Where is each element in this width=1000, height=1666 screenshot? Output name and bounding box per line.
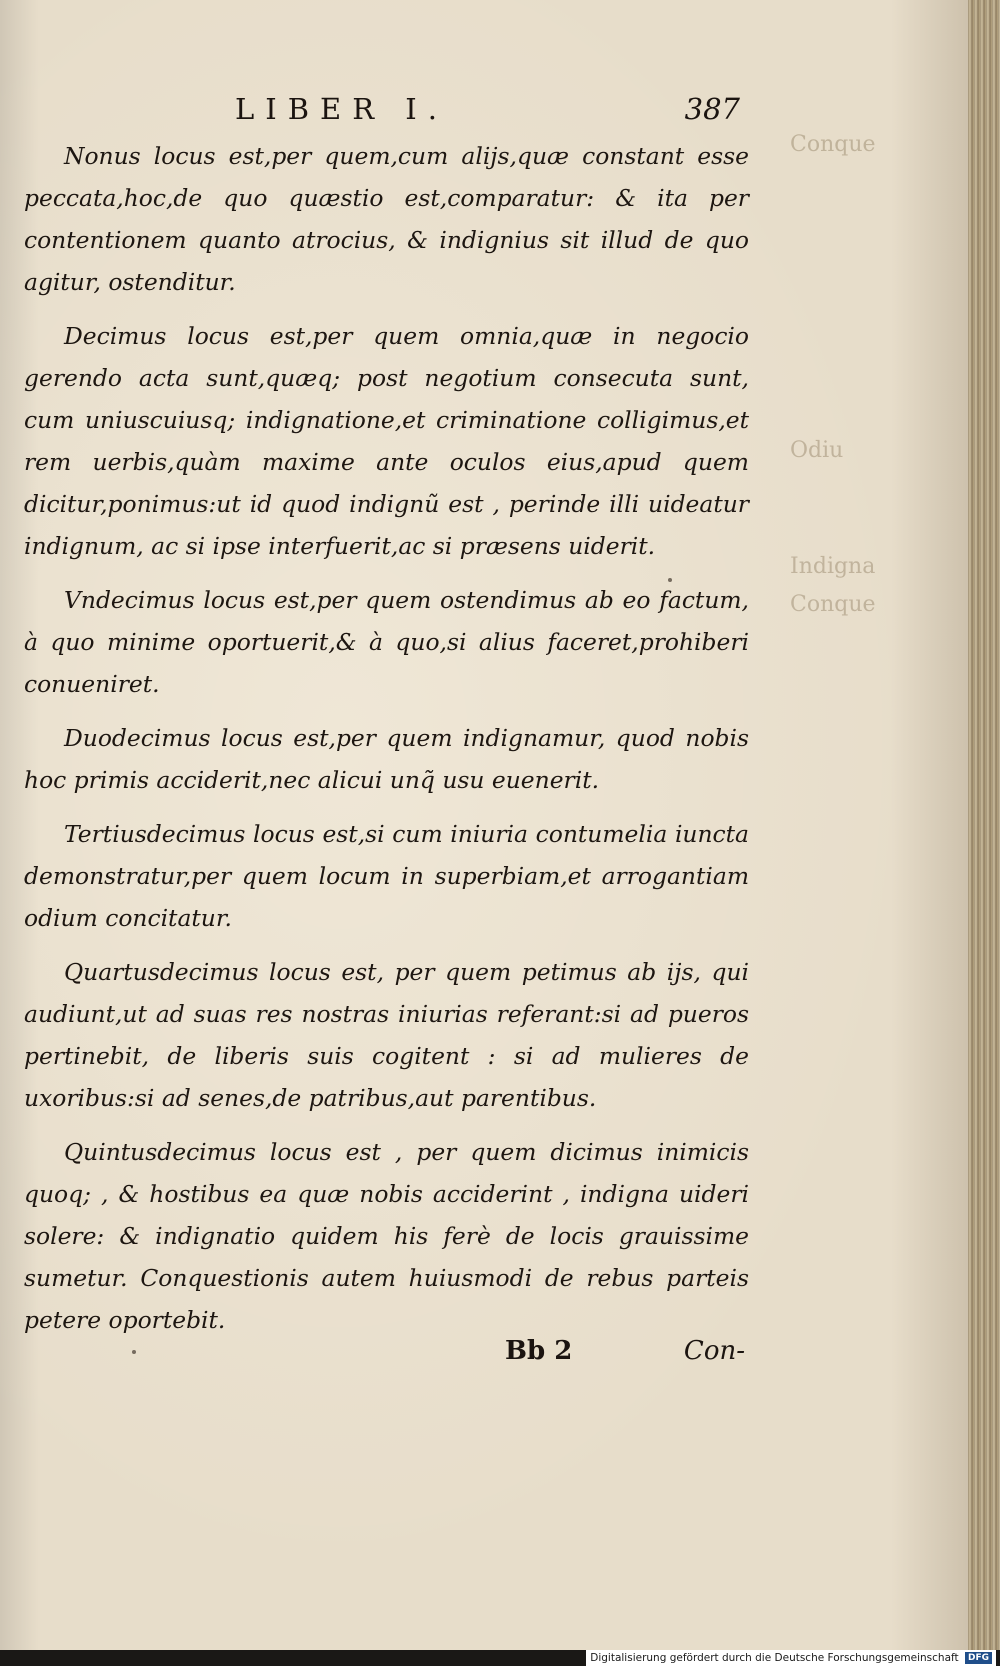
- bleed-note: Conque: [790, 132, 876, 157]
- dfg-logo: DFG: [965, 1652, 992, 1664]
- paragraph: Decimus locus est,per quem omnia,quæ in negocio gerendo acta sunt,quæq; post negotium consecuta sunt, cum uniuscuiusq; indignatione,et criminatione colligimus,et rem uerbis,quàm maxime ante oculos eius,apud quem dicitur,ponimus:ut id quod indignũ est , perinde illi uideatur indignum, ac si ipse interfuerit,ac si præsens uiderit.: [24, 322, 749, 560]
- show-through-margin-notes: [790, 130, 940, 890]
- bleed-note: Odiu: [790, 438, 844, 463]
- bleed-note: Indigna: [790, 554, 876, 579]
- paragraph: Quartusdecimus locus est, per quem petimus ab ijs, qui audiunt,ut ad suas res nostras iniurias referant:si ad pueros pertinebit, de liberis suis cogitent : si ad mulieres de uxoribus:si ad senes,de patribus,aut parentibus.: [24, 958, 749, 1112]
- paragraph: Vndecimus locus est,per quem ostendimus ab eo factum, à quo minime oportuerit,& à quo,si alius faceret,prohiberi conueniret.: [24, 586, 749, 698]
- page-edge: [968, 0, 1000, 1650]
- paragraph: Tertiusdecimus locus est,si cum iniuria contumelia iuncta demonstratur,per quem locum in superbiam,et arrogantiam odium concitatur.: [24, 820, 749, 932]
- bleed-note: Conque: [790, 592, 876, 617]
- paragraph: Quintusdecimus locus est , per quem dicimus inimicis quoq; , & hostibus ea quæ nobis acciderint , indigna uideri solere: & indignatio quidem his ferè de locis grauissime sumetur. Conquestionis autem huiusmodi de rebus parteis petere oportebit.: [24, 1138, 749, 1334]
- paragraph: Nonus locus est,per quem,cum alijs,quæ constant esse peccata,hoc,de quo quæstio est,comparatur: & ita per contentionem quanto atrocius, & indignius sit illud de quo agitur, ostenditur.: [24, 142, 749, 296]
- page-footer: [505, 1336, 745, 1376]
- paragraph: Duodecimus locus est,per quem indignamur, quod nobis hoc primis acciderit,nec alicui unq̃ usu euenerit.: [24, 724, 749, 794]
- running-head: LIBER I.: [235, 92, 448, 126]
- ink-speck: [132, 1350, 136, 1354]
- text-block: [24, 135, 749, 1353]
- page-header: [235, 92, 740, 132]
- ink-speck: [668, 578, 672, 582]
- credit-text: Digitalisierung gefördert durch die Deutsche Forschungsgemeinschaft: [590, 1652, 959, 1664]
- catchword: Con-: [683, 1336, 745, 1366]
- signature-mark: Bb 2: [505, 1336, 573, 1366]
- digitization-credit: [586, 1650, 996, 1666]
- page-number: 387: [684, 92, 740, 126]
